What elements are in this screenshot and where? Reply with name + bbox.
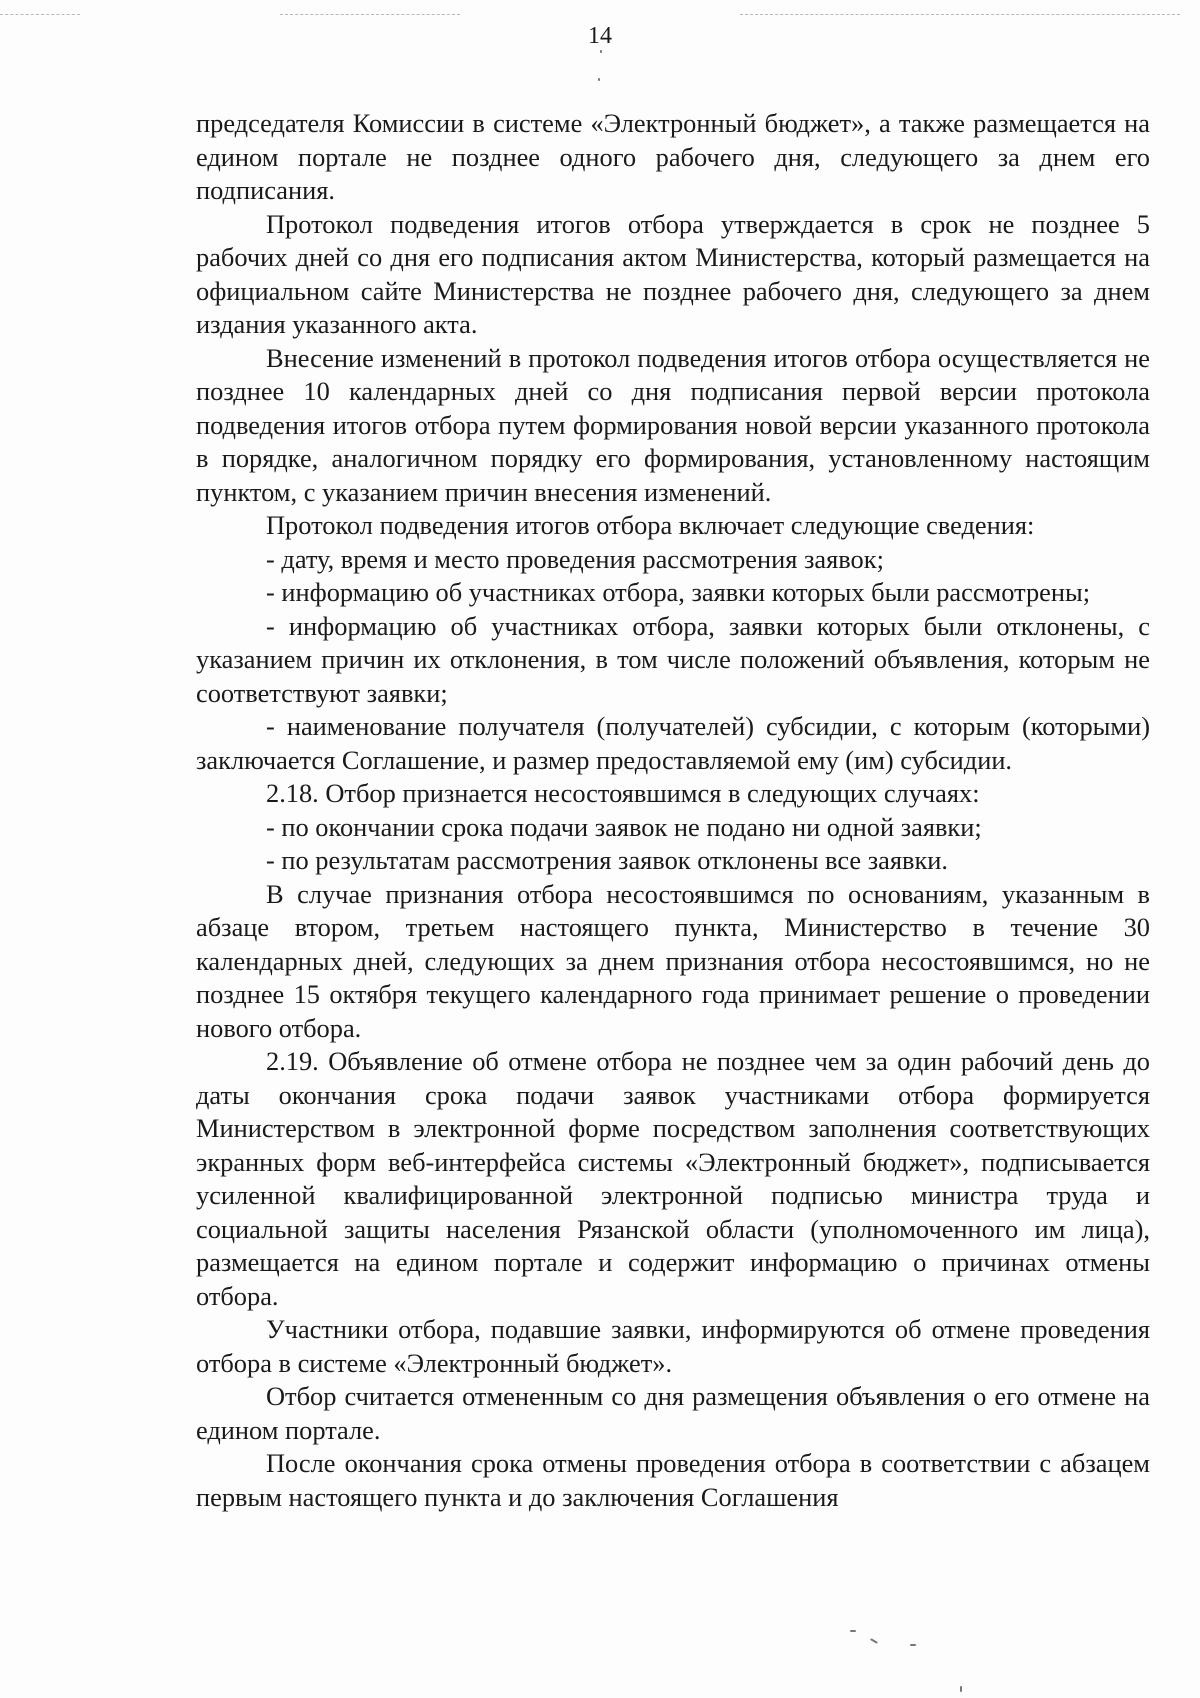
scan-artifact (600, 50, 602, 53)
scan-artifact (598, 78, 600, 81)
scan-artifact (740, 14, 1180, 16)
list-item: - по результатам рассмотрения заявок отклонены все заявки. (266, 845, 948, 875)
scan-artifact (960, 1686, 962, 1692)
scan-artifact (0, 14, 80, 16)
scan-artifact (280, 14, 460, 16)
paragraph: Протокол подведения итогов отбора утверждается в срок не позднее 5 рабочих дней со дня его подписания актом Министерства, который размещается на официальном сайте Министерства не позднее рабочего дня, следующего за днем издания указанного акта. (196, 208, 1150, 339)
list-item: - дату, время и место проведения рассмотрения заявок; (266, 543, 884, 574)
paragraph: Участники отбора, подавшие заявки, информируются об отмене проведения отбора в системе «Электронный бюджет». (196, 1314, 1150, 1378)
scan-artifact (850, 1630, 856, 1632)
paragraph: председателя Комиссии в системе «Электронный бюджет», а также размещается на едином портале не позднее одного рабочего дня, следующего за днем его подписания. (196, 108, 1150, 205)
section-paragraph: 2.18. Отбор признается несостоявшимся в следующих случаях: (266, 778, 980, 808)
paragraph: Отбор считается отмененным со дня размещения объявления о его отмене на едином портале. (196, 1381, 1150, 1445)
scan-artifact (910, 1644, 916, 1646)
scan-artifact (870, 1638, 878, 1644)
list-item: - информацию об участниках отбора, заявки которых были рассмотрены; (266, 577, 1091, 607)
list-item: - по окончании срока подачи заявок не подано ни одной заявки; (266, 811, 982, 842)
list-item: - наименование получателя (получателей) субсидии, с которым (которыми) заключается Соглашение, и размер предоставляемой ему (им) субсидии. (196, 711, 1150, 775)
paragraph: Внесение изменений в протокол подведения итогов отбора осуществляется не позднее 10 календарных дней со дня подписания первой версии протокола подведения итогов отбора путем формирования новой версии указанного протокола в порядке, аналогичном порядку его формирования, установленному настоящим пунктом, с указанием причин внесения изменений. (196, 342, 1150, 507)
page-number: 14 (588, 23, 612, 49)
paragraph: Протокол подведения итогов отбора включает следующие сведения: (266, 510, 1035, 540)
section-paragraph: 2.19. Объявление об отмене отбора не позднее чем за один рабочий день до даты окончания срока подачи заявок участниками отбора формируется Министерством в электронной форме посредством заполнения соответствующих экранных форм веб-интерфейса системы «Электронный бюджет», подписывается усиленной квалифицированной электронной подписью министра труда и социальной защиты населения Рязанской области (уполномоченного им лица), размещается на едином портале и содержит информацию о причинах отмены отбора. (196, 1046, 1150, 1311)
paragraph: После окончания срока отмены проведения отбора в соответствии с абзацем первым настоящего пункта и до заключения Соглашения (196, 1448, 1150, 1512)
document-body (196, 107, 1150, 1514)
paragraph: В случае признания отбора несостоявшимся по основаниям, указанным в абзаце втором, третьем настоящего пункта, Министерство в течение 30 календарных дней, следующих за днем признания отбора несостоявшимся, но не позднее 15 октября текущего календарного года принимает решение о проведении нового отбора. (196, 878, 1150, 1043)
list-item: - информацию об участниках отбора, заявки которых были отклонены, с указанием причин их отклонения, в том числе положений объявления, которым не соответствуют заявки; (196, 610, 1150, 708)
